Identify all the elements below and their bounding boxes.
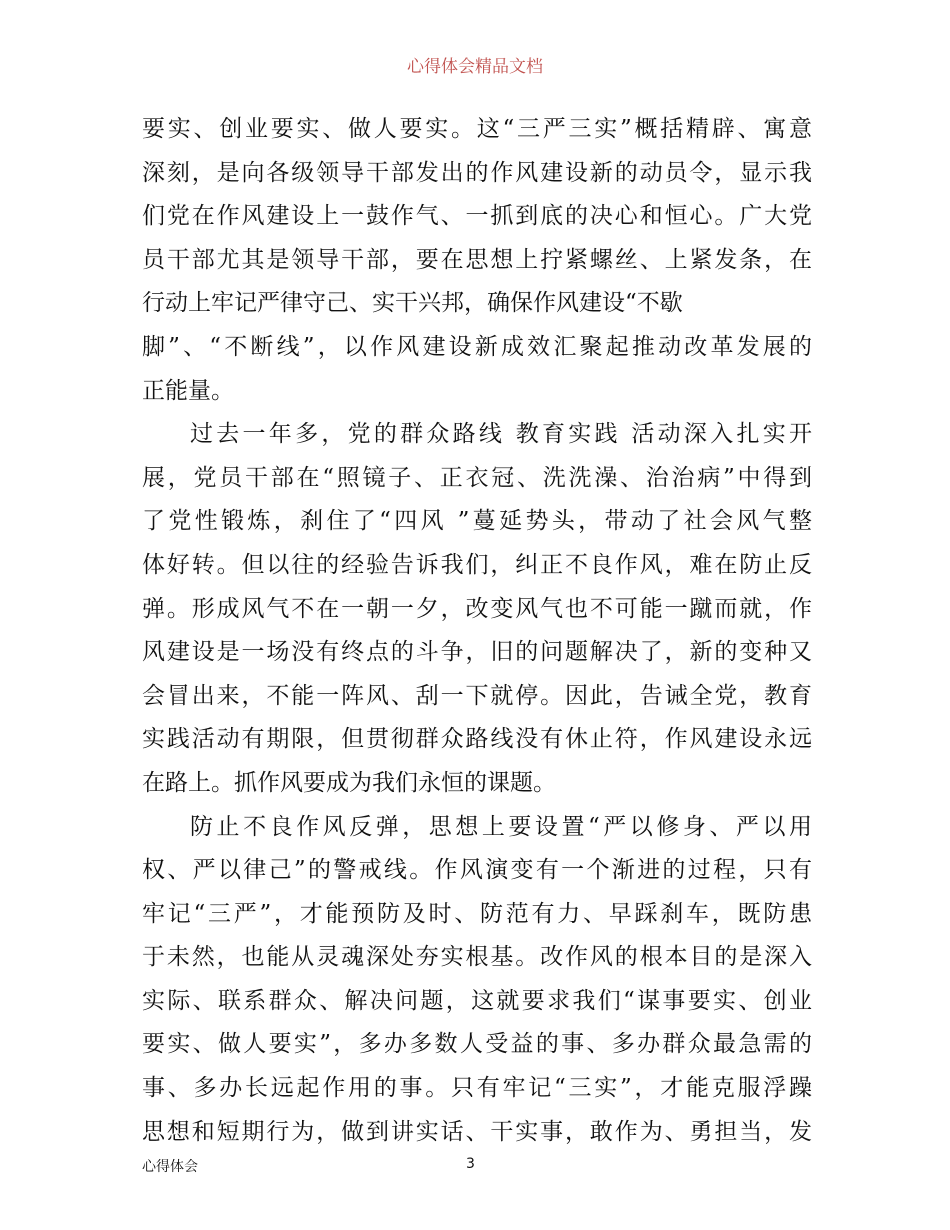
text-line: 风建设是一场没有终点的斗争，旧的问题解决了，新的变种又 [142, 639, 812, 666]
page-header: 心得体会精品文档 [407, 57, 543, 77]
text-line: 体好转。但以往的经验告诉我们，纠正不良作风，难在防止反 [142, 551, 812, 578]
text-line: 深刻，是向各级领导干部发出的作风建设新的动员令，显示我 [142, 159, 812, 186]
page-number: 3 [466, 1156, 475, 1172]
text-line: 行动上牢记严律守己、实干兴邦，确保作风建设“不歇 [142, 290, 683, 317]
text-line: 实践活动有期限，但贯彻群众路线没有休止符，作风建设永远 [142, 726, 812, 753]
text-line: 在路上。抓作风要成为我们永恒的课题。 [142, 769, 556, 796]
text-line: 会冒出来，不能一阵风、刮一下就停。因此，告诫全党，教育 [142, 682, 812, 709]
text-line: 正能量。 [142, 377, 234, 404]
footer-label: 心得体会 [142, 1159, 198, 1175]
text-line: 牢记“三严”，才能预防及时、防范有力、早踩刹车，既防患 [142, 900, 812, 927]
text-line: 要实、创业要实、做人要实。这“三严三实”概括精辟、寓意 [142, 116, 812, 142]
text-line: 思想和短期行为，做到讲实话、干实事，敢作为、勇担当，发 [142, 1118, 812, 1145]
text-line: 权、严以律己”的警戒线。作风演变有一个渐进的过程，只有 [142, 857, 812, 884]
text-line: 过去一年多，党的群众路线 教育实践 活动深入扎实开 [190, 421, 812, 448]
text-line: 展，党员干部在“照镜子、正衣冠、洗洗澡、治治病”中得到 [142, 464, 812, 491]
text-line: 要实、做人要实”，多办多数人受益的事、多办群众最急需的 [142, 1031, 812, 1058]
body-text [142, 108, 812, 1154]
text-line: 于未然，也能从灵魂深处夯实根基。改作风的根本目的是深入 [142, 944, 812, 971]
text-line: 员干部尤其是领导干部，要在思想上拧紧螺丝、上紧发条，在 [142, 246, 812, 273]
text-line: 了党性锻炼，刹住了“四风 ”蔓延势头，带动了社会风气整 [142, 508, 812, 535]
text-line: 弹。形成风气不在一朝一夕，改变风气也不可能一蹴而就，作 [142, 595, 812, 622]
text-line: 脚”、“不断线”，以作风建设新成效汇聚起推动改革发展的 [142, 333, 812, 360]
text-line: 们党在作风建设上一鼓作气、一抓到底的决心和恒心。广大党 [142, 203, 812, 230]
text-line: 实际、联系群众、解决问题，这就要求我们“谋事要实、创业 [142, 987, 812, 1014]
text-line: 防止不良作风反弹，思想上要设置“严以修身、严以用 [190, 813, 812, 840]
text-line: 事、多办长远起作用的事。只有牢记“三实”，才能克服浮躁 [142, 1075, 812, 1102]
